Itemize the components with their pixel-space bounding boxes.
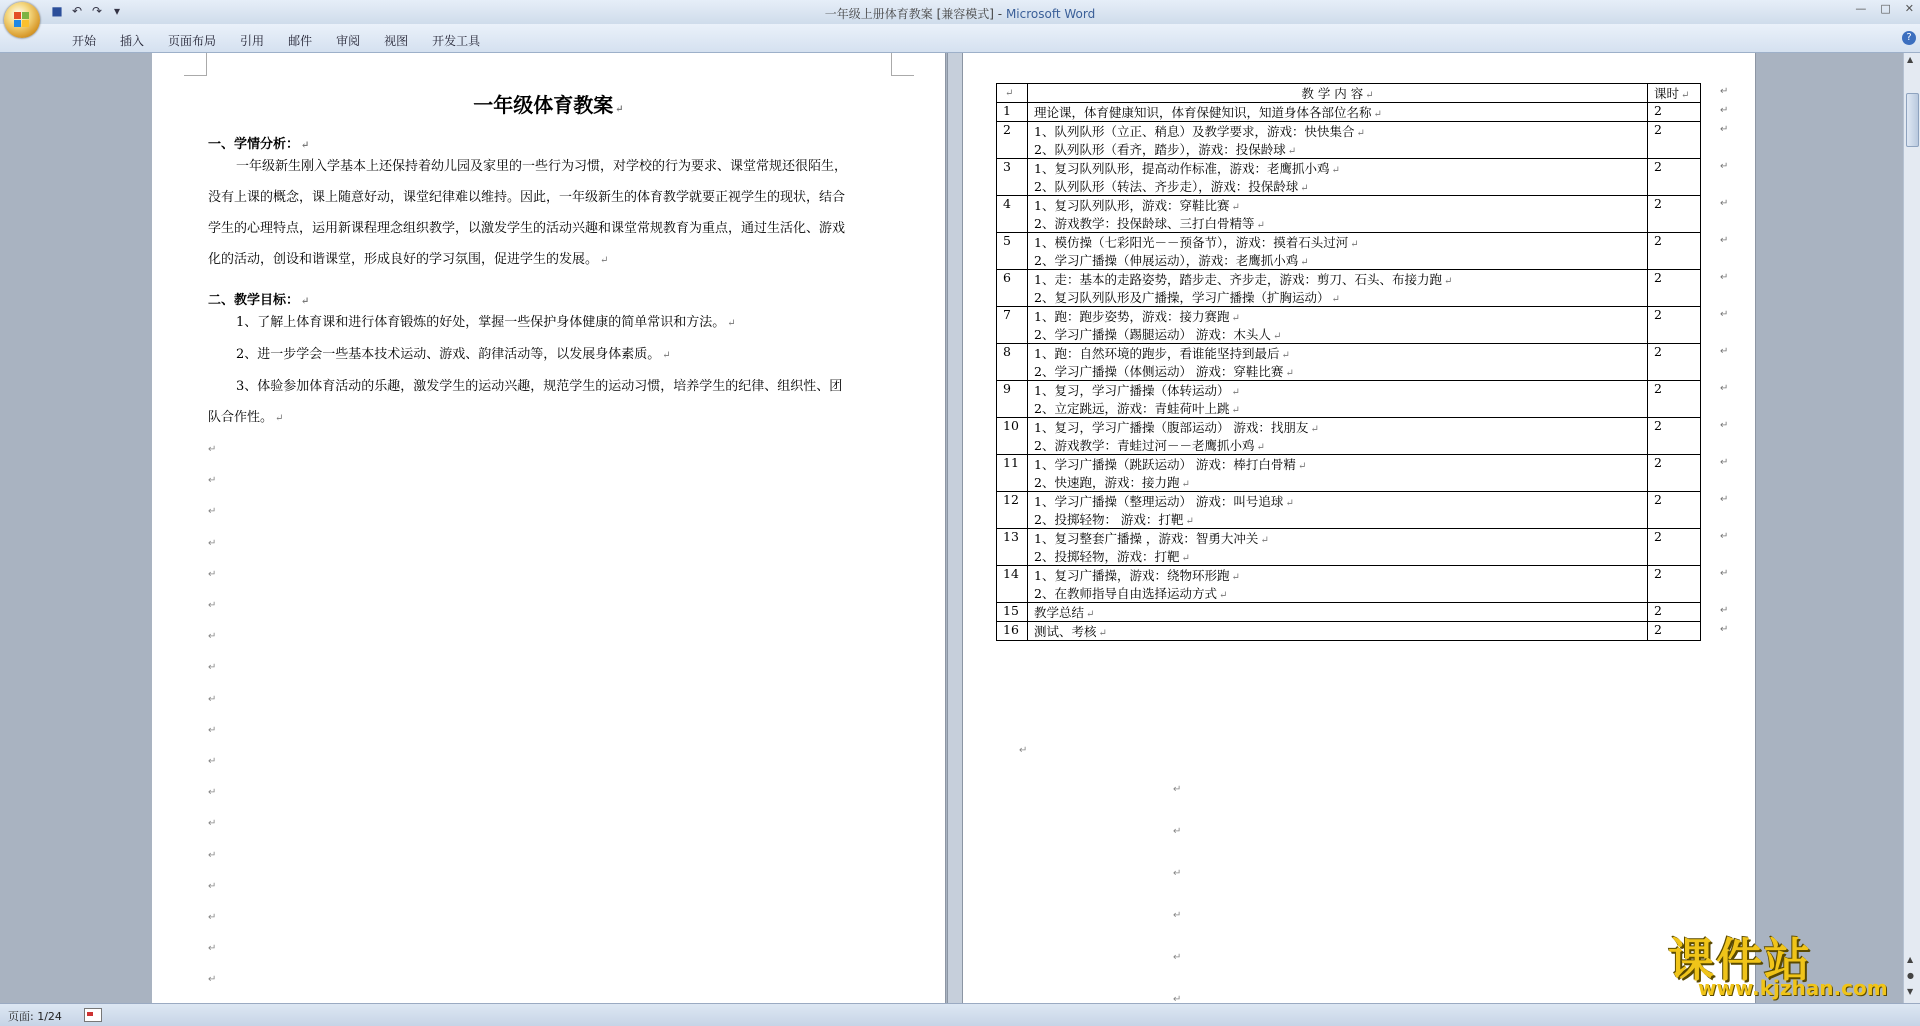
empty-paragraph-mark: ↵ [208, 506, 217, 518]
document-page-1[interactable] [152, 53, 945, 1003]
empty-paragraph-mark: ↵ [208, 849, 217, 861]
empty-paragraph-mark: ↵ [1173, 994, 1182, 1003]
minimize-icon[interactable]: — [1855, 2, 1867, 15]
lesson-number-cell: 1 [997, 103, 1028, 122]
section-heading: 二、教学目标： ↵ [208, 293, 310, 308]
empty-paragraph-mark: ↵ [208, 444, 217, 455]
lesson-content-line: 2、学习广播操（体侧运动） 游戏：穿鞋比赛 ↵ [1034, 364, 1294, 379]
lesson-content-cell [1028, 344, 1648, 381]
lesson-number-cell: 15 [997, 603, 1028, 622]
empty-paragraph-mark: ↵ [208, 818, 217, 830]
lesson-hours-cell: 2 [1648, 270, 1701, 307]
lesson-content-cell [1028, 196, 1648, 233]
table-row [997, 566, 1701, 603]
close-icon[interactable]: ✕ [1904, 2, 1914, 15]
undo-icon[interactable]: ↶ [71, 4, 83, 18]
lesson-content-line: 1、复习队列队形，提高动作标准，游戏：老鹰抓小鸡 ↵ [1034, 161, 1340, 176]
lesson-hours-cell: 2 [1648, 492, 1701, 529]
goal-line: 3、体验参加体育活动的乐趣，激发学生的运动兴趣，规范学生的运动习惯，培养学生的纪律、组织性、团 [236, 379, 843, 394]
previous-page-icon[interactable]: ▲ [1907, 955, 1914, 964]
empty-paragraph-mark: ↵ [208, 787, 217, 799]
window-title: 一年级上册体育教案 [兼容模式] - Microsoft Word [824, 7, 1096, 21]
table-row [997, 103, 1701, 122]
row-end-mark: ↵ [1720, 160, 1729, 172]
lesson-hours-cell: 2 [1648, 344, 1701, 381]
lesson-content-cell [1028, 159, 1648, 196]
empty-paragraph-mark: ↵ [208, 724, 217, 736]
table-row [997, 344, 1701, 381]
table-row [997, 418, 1701, 455]
lesson-number-cell: 5 [997, 233, 1028, 270]
document-page-2[interactable] [963, 53, 1755, 1003]
goal-line: 2、进一步学会一些基本技术运动、游戏、韵律活动等，以发展身体素质。 ↵ [236, 347, 671, 362]
lesson-content-line: 测试、考核 ↵ [1034, 624, 1107, 639]
goals-paragraph [208, 307, 908, 434]
lesson-hours-cell: 2 [1648, 622, 1701, 641]
analysis-paragraph [208, 151, 908, 276]
row-end-mark: ↵ [1720, 123, 1729, 135]
lesson-content-line: 2、学习广播操（踢腿运动） 游戏：木头人 ↵ [1034, 327, 1282, 342]
lesson-content-line: 1、走：基本的走路姿势，踏步走、齐步走，游戏：剪刀、石头、布接力跑 ↵ [1034, 272, 1453, 287]
table-row [997, 603, 1701, 622]
lesson-number-cell: 7 [997, 307, 1028, 344]
row-end-mark: ↵ [1720, 234, 1729, 246]
lesson-hours-cell: 2 [1648, 159, 1701, 196]
goal-line: 1、了解上体育课和进行体育锻炼的好处，掌握一些保护身体健康的简单常识和方法。 ↵ [236, 315, 736, 330]
row-end-mark: ↵ [1720, 530, 1729, 542]
lesson-content-line: 1、复习整套广播操 ，游戏：智勇大冲关 ↵ [1034, 531, 1269, 546]
lesson-content-cell [1028, 381, 1648, 418]
lesson-content-line: 2、快速跑，游戏：接力跑 ↵ [1034, 475, 1190, 490]
table-row [997, 233, 1701, 270]
title-bar [0, 0, 1920, 24]
lesson-content-line: 1、复习广播操，游戏：绕物环形跑 ↵ [1034, 568, 1240, 583]
next-page-icon[interactable]: ▼ [1907, 987, 1914, 996]
lesson-content-line: 2、投掷轻物： 游戏：打靶 ↵ [1034, 512, 1194, 527]
table-row [997, 492, 1701, 529]
lesson-content-line: 2、队列队形（转法、齐步走），游戏：投保龄球 ↵ [1034, 179, 1309, 194]
empty-paragraph-mark: ↵ [1173, 910, 1182, 921]
lesson-content-line: 1、模仿操（七彩阳光－－预备节），游戏：摸着石头过河 ↵ [1034, 235, 1359, 250]
lesson-number-cell: 12 [997, 492, 1028, 529]
office-logo-icon [14, 12, 30, 28]
empty-paragraph-mark: ↵ [208, 631, 217, 643]
paragraph-line: 没有上课的概念，课上随意好动，课堂纪律难以维持。因此，一年级新生的体育教学就要正视学生的现状，结合 [208, 190, 846, 205]
lesson-content-cell [1028, 307, 1648, 344]
lesson-content-cell [1028, 566, 1648, 603]
lesson-number-cell: 6 [997, 270, 1028, 307]
lesson-content-cell [1028, 122, 1648, 159]
lesson-hours-cell: 2 [1648, 233, 1701, 270]
table-row [997, 307, 1701, 344]
tab-home[interactable]: 开始 [72, 34, 97, 48]
lesson-number-cell: 13 [997, 529, 1028, 566]
paragraph-line: 化的活动，创设和谐课堂，形成良好的学习氛围，促进学生的发展。 ↵ [208, 252, 609, 267]
row-end-mark: ↵ [1720, 604, 1729, 616]
ribbon [0, 24, 1920, 53]
watermark-title: 课件站 [1668, 933, 1812, 987]
header-hours-cell: 课时 ↵ [1648, 84, 1701, 103]
crop-mark [184, 53, 207, 76]
lesson-number-cell: 11 [997, 455, 1028, 492]
table-row [997, 381, 1701, 418]
lesson-content-line: 2、立定跳远，游戏：青蛙荷叶上跳 ↵ [1034, 401, 1240, 416]
paragraph-mark: ↵ [1019, 745, 1028, 756]
table-row [997, 529, 1701, 566]
tab-page-layout[interactable]: 页面布局 [168, 34, 217, 48]
maximize-icon[interactable]: □ [1880, 2, 1891, 15]
lesson-number-cell: 9 [997, 381, 1028, 418]
row-end-mark: ↵ [1720, 623, 1729, 635]
row-end-mark: ↵ [1720, 308, 1729, 320]
row-end-mark: ↵ [1720, 85, 1729, 97]
lesson-content-line: 2、游戏教学：青蛙过河－－老鹰抓小鸡 ↵ [1034, 438, 1265, 453]
vertical-scrollbar[interactable] [1903, 53, 1920, 1003]
empty-paragraph-mark: ↵ [208, 693, 217, 705]
lesson-content-cell [1028, 418, 1648, 455]
office-button[interactable] [4, 2, 40, 38]
goal-line: 队合作性。 ↵ [208, 410, 284, 425]
empty-paragraph-mark: ↵ [208, 880, 217, 892]
lesson-hours-cell: 2 [1648, 603, 1701, 622]
lesson-number-cell: 4 [997, 196, 1028, 233]
empty-paragraph-mark: ↵ [208, 537, 217, 549]
tab-references[interactable]: 引用 [240, 34, 265, 48]
header-num-cell: ↵ [997, 84, 1028, 103]
empty-paragraph-mark: ↵ [208, 662, 217, 674]
lesson-content-cell [1028, 233, 1648, 270]
lesson-content-line: 2、队列队形（看齐，踏步），游戏：投保龄球 ↵ [1034, 142, 1297, 157]
watermark-url: www.kjzhan.com [1698, 976, 1888, 1000]
lesson-plan-table [996, 83, 1701, 641]
table-header-row [997, 84, 1701, 103]
lesson-hours-cell: 2 [1648, 122, 1701, 159]
lesson-content-cell [1028, 529, 1648, 566]
table-row [997, 455, 1701, 492]
lesson-rows [997, 103, 1701, 641]
paragraph-line: 学生的心理特点，运用新课程理念组织教学，以激发学生的活动兴趣和课堂常规教育为重点，通过生活化、游戏 [208, 221, 846, 236]
paragraph-line: 一年级新生刚入学基本上还保持着幼儿园及家里的一些行为习惯，对学校的行为要求、课堂常规还很陌生， [236, 159, 848, 174]
ribbon-tabs [60, 32, 492, 49]
section-heading: 一、学情分析： ↵ [208, 137, 310, 152]
lesson-content-line: 1、复习，学习广播操（腹部运动） 游戏：找朋友 ↵ [1034, 420, 1319, 435]
empty-paragraph-mark: ↵ [208, 475, 217, 487]
lesson-content-cell [1028, 603, 1648, 622]
row-end-mark: ↵ [1720, 419, 1729, 431]
lesson-hours-cell: 2 [1648, 529, 1701, 566]
row-end-mark: ↵ [1720, 493, 1729, 505]
empty-paragraph-mark: ↵ [208, 756, 217, 767]
lesson-number-cell: 8 [997, 344, 1028, 381]
tab-mailings[interactable]: 邮件 [288, 34, 313, 48]
tab-review[interactable]: 审阅 [336, 34, 361, 48]
page-gap [947, 53, 963, 1003]
lesson-content-line: 1、跑：自然环境的跑步，看谁能坚持到最后 ↵ [1034, 346, 1290, 361]
empty-paragraph-mark: ↵ [208, 600, 217, 611]
tab-developer[interactable]: 开发工具 [432, 34, 481, 48]
empty-paragraph-mark: ↵ [1173, 826, 1182, 837]
table-row [997, 622, 1701, 641]
save-icon[interactable]: ■ [51, 4, 63, 18]
lesson-content-cell [1028, 622, 1648, 641]
tab-view[interactable]: 视图 [384, 34, 409, 48]
lesson-hours-cell: 2 [1648, 381, 1701, 418]
table-row [997, 159, 1701, 196]
lesson-hours-cell: 2 [1648, 455, 1701, 492]
lesson-content-cell [1028, 455, 1648, 492]
lesson-content-line: 教学总结 ↵ [1034, 605, 1095, 620]
table-row [997, 196, 1701, 233]
app-name: Microsoft Word [1005, 7, 1096, 21]
page-indicator[interactable]: 页面: 1/24 [8, 1010, 62, 1023]
table-row [997, 270, 1701, 307]
help-icon[interactable]: ? [1902, 31, 1916, 45]
browse-object-icon[interactable]: ● [1907, 971, 1914, 980]
table-row [997, 122, 1701, 159]
lesson-number-cell: 3 [997, 159, 1028, 196]
lesson-hours-cell: 2 [1648, 196, 1701, 233]
status-bar [0, 1003, 1920, 1026]
lesson-hours-cell: 2 [1648, 103, 1701, 122]
redo-icon[interactable]: ↷ [91, 4, 103, 18]
lesson-content-line: 1、学习广播操（跳跃运动） 游戏：棒打白骨精 ↵ [1034, 457, 1307, 472]
watermark [1668, 924, 1906, 1004]
empty-paragraph-mark: ↵ [1173, 868, 1182, 879]
row-end-mark: ↵ [1720, 104, 1729, 116]
document-name: 一年级上册体育教案 [兼容模式] [824, 7, 994, 21]
lesson-content-cell [1028, 270, 1648, 307]
lesson-content-line: 1、队列队形（立正、稍息）及教学要求，游戏：快快集合 ↵ [1034, 124, 1365, 139]
empty-paragraph-mark: ↵ [208, 943, 217, 955]
lesson-content-line: 1、学习广播操（整理运动） 游戏：叫号追球 ↵ [1034, 494, 1294, 509]
empty-paragraph-mark: ↵ [208, 974, 217, 986]
row-end-mark: ↵ [1720, 456, 1729, 468]
lesson-number-cell: 16 [997, 622, 1028, 641]
lesson-number-cell: 10 [997, 418, 1028, 455]
lesson-content-cell [1028, 492, 1648, 529]
lesson-content-line: 1、复习，学习广播操（体转运动） ↵ [1034, 383, 1240, 398]
lesson-hours-cell: 2 [1648, 307, 1701, 344]
empty-paragraph-mark: ↵ [208, 912, 217, 923]
lesson-content-line: 2、复习队列队形及广播操，学习广播操（扩胸运动） ↵ [1034, 290, 1340, 305]
lesson-content-line: 理论课，体育健康知识，体育保健知识，知道身体各部位名称 ↵ [1034, 105, 1382, 120]
lesson-content-line: 1、跑：跑步姿势，游戏：接力赛跑 ↵ [1034, 309, 1240, 324]
scroll-up-icon[interactable]: ▲ [1907, 55, 1914, 64]
lesson-number-cell: 14 [997, 566, 1028, 603]
crop-mark [891, 53, 914, 76]
row-end-mark: ↵ [1720, 567, 1729, 579]
empty-paragraph-mark: ↵ [1173, 952, 1182, 963]
lesson-content-cell [1028, 103, 1648, 122]
lesson-content-line: 2、在教师指导自由选择运动方式 ↵ [1034, 586, 1228, 601]
lesson-hours-cell: 2 [1648, 566, 1701, 603]
row-end-mark: ↵ [1720, 271, 1729, 283]
header-content-cell: 教 学 内 容 ↵ [1028, 84, 1648, 103]
lesson-content-line: 2、游戏教学：投保龄球、三打白骨精等 ↵ [1034, 216, 1265, 231]
row-end-mark: ↵ [1720, 197, 1729, 209]
tab-insert[interactable]: 插入 [120, 34, 145, 48]
customize-qat-icon[interactable]: ▾ [113, 4, 121, 18]
scrollbar-thumb[interactable] [1906, 93, 1919, 147]
row-end-mark: ↵ [1720, 345, 1729, 357]
empty-paragraph-mark: ↵ [1173, 784, 1182, 795]
lesson-number-cell: 2 [997, 122, 1028, 159]
language-icon[interactable] [84, 1008, 102, 1022]
lesson-hours-cell: 2 [1648, 418, 1701, 455]
document-workspace [0, 53, 1904, 1003]
empty-paragraph-mark: ↵ [208, 568, 217, 580]
lesson-content-line: 1、复习队列队形，游戏：穿鞋比赛 ↵ [1034, 198, 1240, 213]
lesson-content-line: 2、学习广播操（伸展运动），游戏：老鹰抓小鸡 ↵ [1034, 253, 1309, 268]
window-controls [1855, 2, 1914, 15]
lesson-content-line: 2、投掷轻物，游戏：打靶 ↵ [1034, 549, 1190, 564]
row-end-mark: ↵ [1720, 382, 1729, 394]
document-title: 一年级体育教案 ↵ [473, 93, 624, 117]
